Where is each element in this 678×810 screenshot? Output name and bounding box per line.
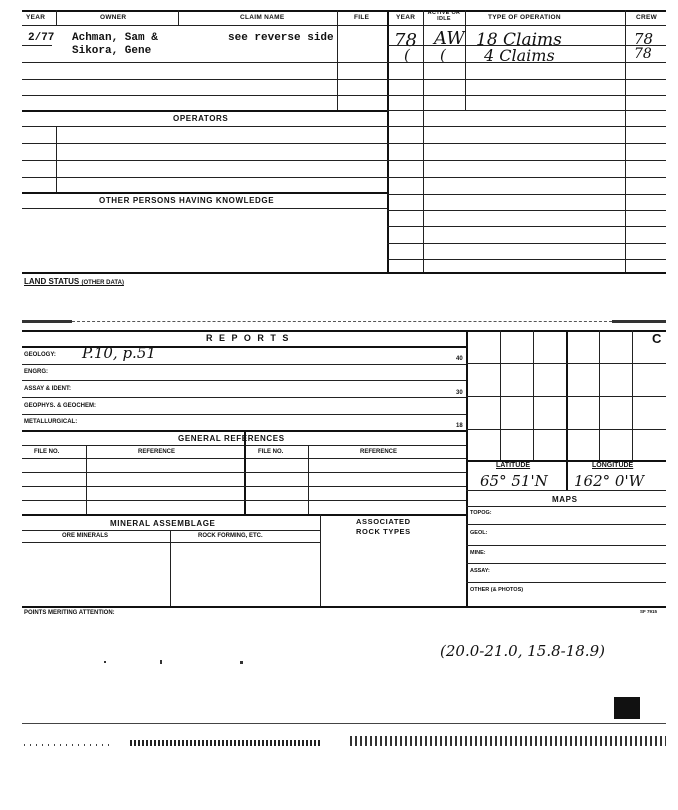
col-sep-main (387, 10, 389, 272)
row-line (22, 62, 387, 63)
scan-noise (72, 321, 612, 322)
header-year: YEAR (26, 14, 46, 21)
row-line (387, 160, 666, 161)
points-meriting-attention: POINTS MERITING ATTENTION: (24, 610, 115, 616)
grid-row (466, 490, 666, 491)
latitude-value: 65° 51'N (480, 472, 548, 490)
geology-value: P.10, p.51 (82, 344, 156, 362)
land-status-note: (OTHER DATA) (81, 280, 124, 286)
land-status-label: LAND STATUS (24, 277, 80, 286)
row-line (22, 330, 666, 332)
header-file: FILE (354, 14, 370, 21)
ops1-year: 78 (394, 30, 417, 51)
row-line (22, 414, 466, 415)
col-sep (86, 445, 87, 515)
row-line (22, 45, 52, 46)
col-sep (178, 10, 179, 25)
mineral-assemblage-title: MINERAL ASSEMBLAGE (110, 519, 216, 528)
ops2-active: ( (440, 46, 446, 64)
scan-noise (130, 740, 320, 746)
land-status (24, 277, 124, 286)
scan-noise (24, 744, 114, 746)
assay-num: 30 (456, 390, 463, 396)
grid-row (466, 506, 666, 507)
ops1-active: AW (434, 28, 465, 49)
col-sep (320, 514, 321, 606)
scan-noise (350, 736, 666, 746)
row-line (22, 530, 320, 531)
row-line (387, 110, 666, 111)
header-owner: OWNER (100, 14, 127, 21)
metallurgical-label: METALLURGICAL: (24, 419, 78, 425)
header-underline (22, 25, 666, 26)
row-line (22, 143, 387, 144)
grid-row (466, 363, 666, 364)
geophys-label: GEOPHYS. & GEOCHEM: (24, 403, 97, 409)
col-sep (423, 10, 424, 272)
scan-blot (614, 697, 640, 719)
row-line (22, 514, 466, 516)
scan-noise (612, 320, 666, 323)
scan-noise (104, 661, 106, 663)
maps-other: OTHER (& PHOTOS) (470, 587, 524, 593)
geology-label: GEOLOGY: (24, 352, 56, 358)
header-active-or-idle: ACTIVE OR IDLE (427, 10, 461, 22)
longitude-label: LONGITUDE (592, 462, 634, 469)
maps-topog: TOPOG: (470, 510, 492, 516)
row-line (22, 606, 666, 608)
maps-mine: MINE: (470, 550, 486, 556)
ref-col-file-no: FILE NO. (34, 449, 60, 455)
ops1-crew: 78 (634, 30, 654, 48)
longitude-value: 162° 0'W (574, 472, 644, 490)
col-sep (170, 530, 171, 606)
grid-row (466, 582, 666, 583)
general-references-title: GENERAL REFERENCES (178, 434, 285, 443)
rock-types-label: ROCK TYPES (356, 527, 411, 536)
row1-claim-name: see reverse side (228, 32, 334, 44)
grid-col (566, 330, 568, 490)
row1-year: 2/77 (28, 32, 55, 44)
rock-forming-label: ROCK FORMING, ETC. (198, 533, 263, 539)
geology-num: 40 (456, 356, 463, 362)
form-number: SF 7915 (640, 609, 658, 614)
maps-geol: GEOL: (470, 530, 488, 536)
row-line (22, 160, 387, 161)
scan-noise (22, 723, 666, 724)
row-line (387, 95, 666, 96)
maps-assay: ASSAY: (470, 568, 490, 574)
grid-col (533, 330, 534, 460)
row-line (22, 486, 466, 487)
top-border (22, 10, 666, 12)
row-line (387, 177, 666, 178)
header-year-2: YEAR (396, 14, 416, 21)
reports-title: R E P O R T S (206, 333, 291, 343)
row-line (22, 126, 387, 127)
row-line (387, 243, 666, 244)
row-line (387, 194, 666, 195)
col-sep (308, 445, 309, 515)
row1-owner: Achman, Sam & (72, 32, 158, 44)
grid-col (632, 330, 633, 460)
ref-col-file-no-2: FILE NO. (258, 449, 284, 455)
row-line (387, 79, 666, 80)
other-persons-heading: OTHER PERSONS HAVING KNOWLEDGE (99, 196, 275, 205)
row-line (387, 143, 666, 144)
ops2-year: ( (404, 46, 410, 64)
operators-heading: OPERATORS (173, 114, 229, 123)
row-line (22, 397, 466, 398)
scan-noise (240, 661, 243, 664)
row-line (387, 259, 666, 260)
grid-row (466, 524, 666, 525)
col-sep (56, 126, 57, 192)
row-line (387, 210, 666, 211)
row-line (387, 45, 666, 46)
col-sep (625, 10, 626, 272)
grid-row (466, 396, 666, 397)
assay-label: ASSAY & IDENT: (24, 386, 72, 392)
range-note: (20.0-21.0, 15.8-18.9) (440, 642, 605, 660)
grid-col (500, 330, 501, 460)
row-line (387, 126, 666, 127)
row-line (22, 192, 387, 194)
row-line (22, 472, 466, 473)
scan-noise (160, 660, 162, 664)
corner-mark: C (652, 331, 662, 346)
grid-row (466, 545, 666, 546)
col-sep (56, 10, 57, 25)
row-line (22, 272, 666, 274)
row-line (22, 380, 466, 381)
col-sep-main (466, 330, 468, 606)
latitude-label: LATITUDE (496, 462, 531, 469)
header-type-of-operation: TYPE OF OPERATION (488, 14, 561, 21)
row-line (22, 79, 387, 80)
engrg-label: ENGRG: (24, 369, 48, 375)
ref-col-reference-2: REFERENCE (360, 449, 398, 455)
row-line (22, 364, 466, 365)
grid-col (599, 330, 600, 460)
ore-minerals-label: ORE MINERALS (62, 533, 109, 539)
grid-row (466, 429, 666, 430)
maps-title: MAPS (552, 495, 578, 504)
associated-label: ASSOCIATED (356, 517, 411, 526)
row-line (22, 110, 387, 112)
ops1-type: 18 Claims (476, 30, 562, 50)
scan-noise (22, 320, 72, 323)
row-line (387, 62, 666, 63)
ops2-crew: 78 (634, 46, 652, 62)
row-line (22, 208, 387, 209)
ref-col-reference: REFERENCE (138, 449, 176, 455)
row-line (387, 226, 666, 227)
row-line (22, 542, 320, 543)
row-line (22, 95, 387, 96)
metallurgical-num: 18 (456, 423, 463, 429)
ops2-type: 4 Claims (484, 46, 555, 65)
row-line (22, 500, 466, 501)
header-crew: CREW (636, 14, 658, 21)
row2-owner: Sikora, Gene (72, 45, 152, 57)
header-claim-name: CLAIM NAME (240, 14, 285, 21)
grid-row (466, 563, 666, 564)
row-line (22, 177, 387, 178)
